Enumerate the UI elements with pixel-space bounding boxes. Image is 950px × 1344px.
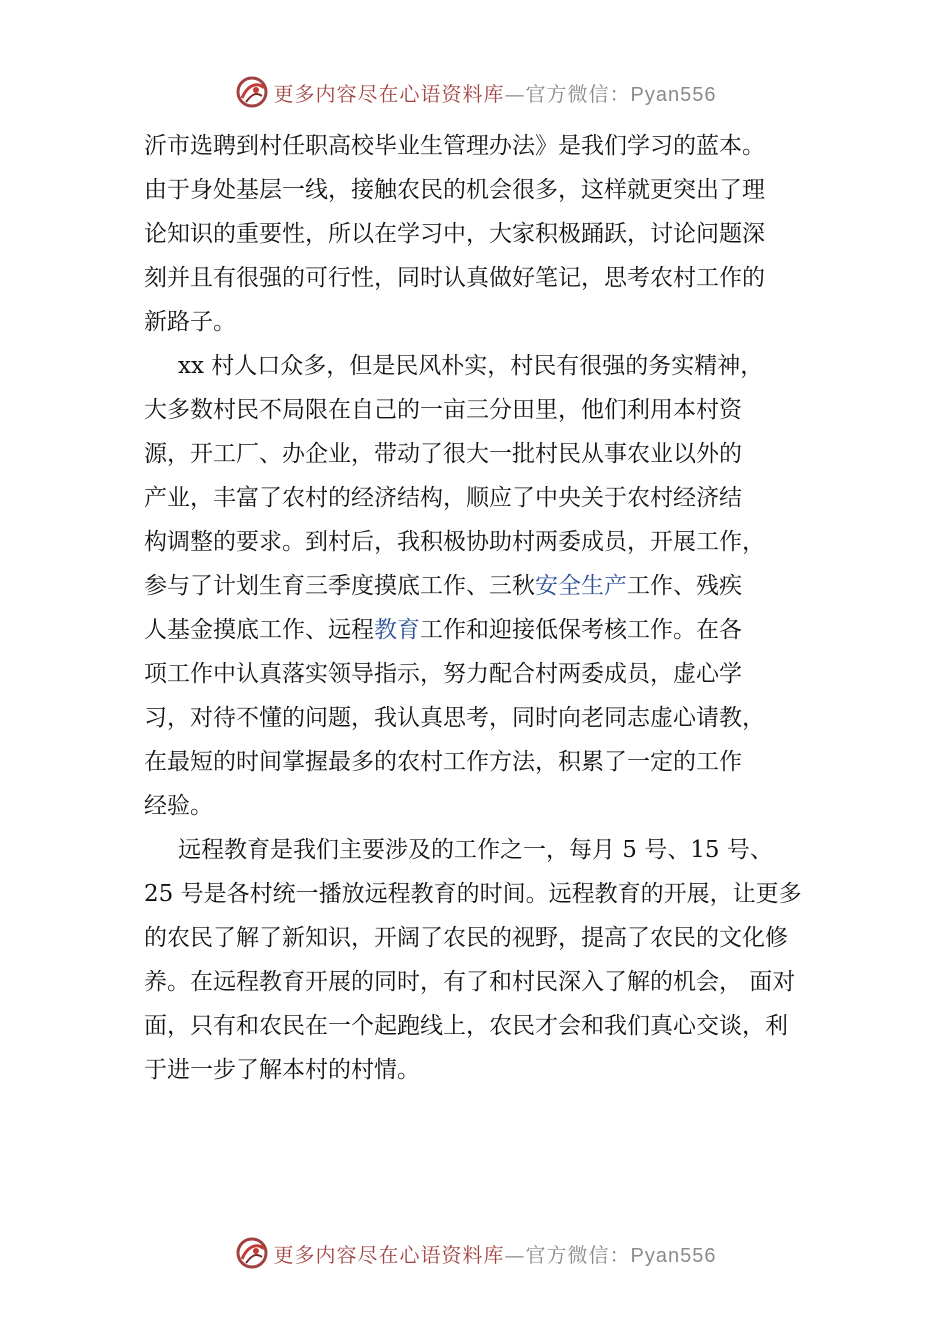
footer-wechat-label: 官方微信： <box>525 1242 631 1267</box>
header-watermark-text <box>274 78 717 107</box>
text-segment: 人基金摸底工作、远程 <box>144 617 374 643</box>
text-line: 刻并且有很强的可行性，同时认真做好笔记，思考农村工作的 <box>144 265 765 291</box>
document-body <box>144 124 824 1092</box>
text-line: 项工作中认真落实领导指示，努力配合村两委成员，虚心学 <box>144 661 742 687</box>
education-link[interactable]: 教育 <box>374 617 420 643</box>
paragraph-1 <box>144 124 824 344</box>
text-line: 习，对待不懂的问题，我认真思考，同时向老同志虚心请教， <box>144 705 765 731</box>
footer-watermark-sep: — <box>504 1242 526 1267</box>
text-segment: 工作和迎接低保考核工作。在各 <box>420 617 742 643</box>
footer-watermark-main: 更多内容尽在心语资料库 <box>273 1242 505 1267</box>
text-line: 论知识的重要性，所以在学习中，大家积极踊跃，讨论问题深 <box>144 221 765 247</box>
text-line: 沂市选聘到村任职高校毕业生管理办法》是我们学习的蓝本。 <box>144 133 765 159</box>
footer-watermark-text <box>274 1239 717 1268</box>
red-swirl-logo-icon <box>234 74 270 110</box>
header-wechat-label: 官方微信： <box>525 81 631 106</box>
text-line: 大多数村民不局限在自己的一亩三分田里，他们利用本村资 <box>144 397 742 423</box>
text-line: 在最短的时间掌握最多的农村工作方法，积累了一定的工作 <box>144 749 742 775</box>
text-line: 经验。 <box>144 793 213 819</box>
text-line: 新路子。 <box>144 309 236 335</box>
text-line: 构调整的要求。到村后，我积极协助村两委成员，开展工作， <box>144 529 765 555</box>
text-line: 养。在远程教育开展的同时，有了和村民深入了解的机会， 面对 <box>144 969 796 995</box>
text-line: 源，开工厂、办企业，带动了很大一批村民从事农业以外的 <box>144 441 742 467</box>
text-line <box>144 564 824 608</box>
header-wechat-id: Pyan556 <box>630 83 717 106</box>
header-watermark-sep: — <box>504 81 526 106</box>
header-watermark <box>0 72 950 112</box>
text-line: 面，只有和农民在一个起跑线上，农民才会和我们真心交谈，利 <box>144 1013 788 1039</box>
text-line: xx 村人口众多，但是民风朴实，村民有很强的务实精神， <box>178 353 764 379</box>
text-line: 于进一步了解本村的村情。 <box>144 1057 420 1083</box>
footer-wechat-id: Pyan556 <box>630 1244 717 1267</box>
text-line: 的农民了解了新知识，开阔了农民的视野，提高了农民的文化修 <box>144 925 788 951</box>
text-segment: 工作、残疾 <box>627 573 742 599</box>
footer-watermark <box>0 1233 950 1273</box>
text-line <box>144 608 824 652</box>
paragraph-2 <box>144 344 824 828</box>
text-line: 远程教育是我们主要涉及的工作之一，每月 5 号、15 号、 <box>178 837 773 863</box>
text-line: 产业，丰富了农村的经济结构，顺应了中央关于农村经济结 <box>144 485 742 511</box>
paragraph-3 <box>144 828 824 1092</box>
text-segment: 参与了计划生育三季度摸底工作、三秋 <box>144 573 535 599</box>
text-line: 由于身处基层一线，接触农民的机会很多，这样就更突出了理 <box>144 177 765 203</box>
header-watermark-main: 更多内容尽在心语资料库 <box>273 81 505 106</box>
safety-production-link[interactable]: 安全生产 <box>535 573 627 599</box>
red-swirl-logo-icon <box>234 1235 270 1271</box>
text-line: 25 号是各村统一播放远程教育的时间。远程教育的开展，让更多 <box>144 881 802 907</box>
